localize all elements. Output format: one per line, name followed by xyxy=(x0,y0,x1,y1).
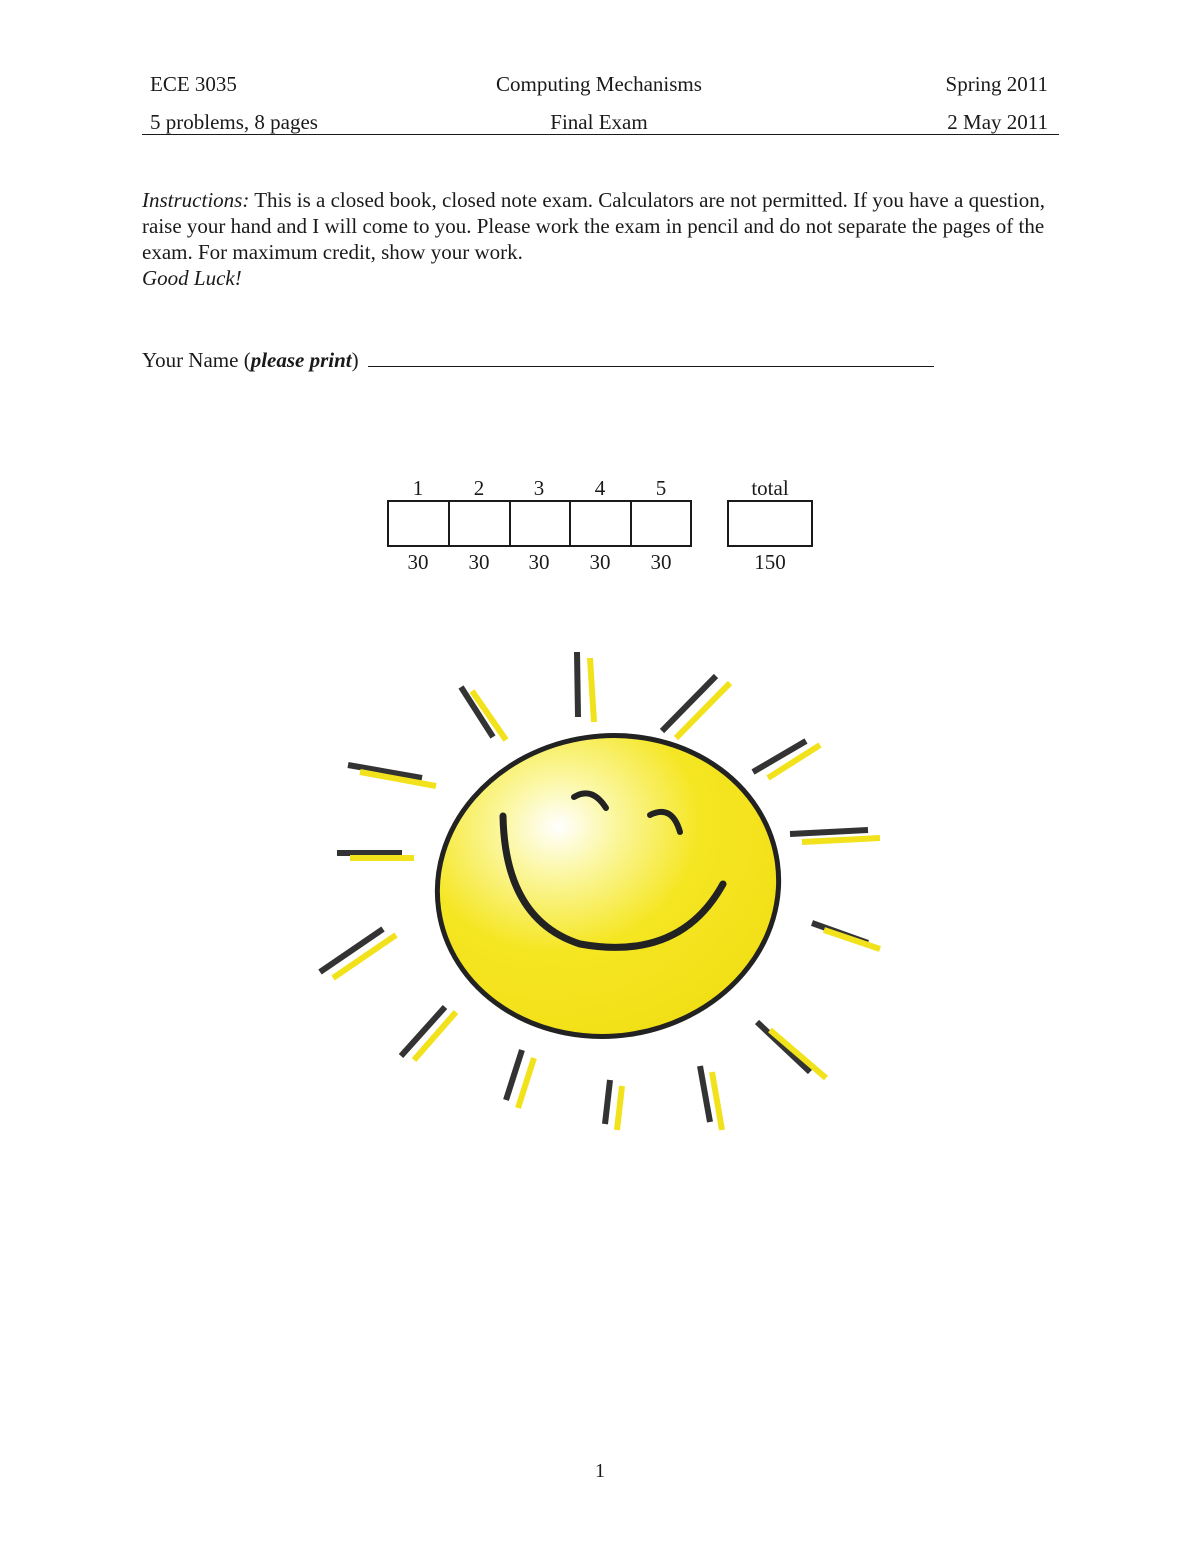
header-row-2 xyxy=(150,108,1048,136)
problem-3-score-box[interactable] xyxy=(509,500,571,547)
problem-1-max: 30 xyxy=(407,550,429,574)
problem-2-score-box[interactable] xyxy=(448,500,511,547)
instructions-body: This is a closed book, closed note exam. Calculators are not permitted. If you have a question, raise your hand and I will come to you. Please work the exam in pencil and do not separate the pages of the exam. For maximum credit, show your work. xyxy=(142,188,1045,264)
sun-ray xyxy=(577,652,594,722)
problem-4-score-box[interactable] xyxy=(569,500,632,547)
course-code: ECE 3035 xyxy=(150,72,237,96)
sun-face xyxy=(418,714,798,1059)
problem-1-header: 1 xyxy=(412,476,424,500)
course-title: Computing Mechanisms xyxy=(496,72,702,96)
problem-4-header: 4 xyxy=(594,476,606,500)
name-label-prefix: Your Name ( xyxy=(142,348,251,372)
term: Spring 2011 xyxy=(945,72,1048,96)
name-blank-line[interactable] xyxy=(368,344,934,367)
sun-ray xyxy=(757,1022,826,1078)
sun-ray xyxy=(605,1080,622,1130)
problems-pages: 5 problems, 8 pages xyxy=(150,110,318,134)
name-label-suffix: ) xyxy=(351,348,359,372)
total-score-box[interactable] xyxy=(727,500,813,547)
instructions-label: Instructions: xyxy=(142,188,250,212)
header-rule xyxy=(142,134,1059,135)
problem-5-max: 30 xyxy=(650,550,672,574)
problem-3-max: 30 xyxy=(528,550,550,574)
sun-ray xyxy=(790,830,880,842)
instructions xyxy=(142,187,1062,291)
total-header: total xyxy=(751,476,789,500)
problem-1-score-box[interactable] xyxy=(387,500,450,547)
sun-ray xyxy=(662,676,730,738)
exam-date: 2 May 2011 xyxy=(947,110,1048,134)
name-label-emphasis: please print xyxy=(250,348,352,372)
page-number: 1 xyxy=(595,1460,605,1482)
smiling-sun-icon xyxy=(300,640,900,1140)
problem-2-header: 2 xyxy=(473,476,485,500)
sun-ray xyxy=(337,853,414,858)
good-luck: Good Luck! xyxy=(142,266,242,290)
sun-ray xyxy=(320,929,396,978)
header-row-1 xyxy=(150,70,1048,98)
exam-type: Final Exam xyxy=(550,110,648,134)
total-max: 150 xyxy=(754,550,786,574)
sun-ray xyxy=(700,1066,722,1130)
sun-ray xyxy=(506,1050,534,1108)
problem-2-max: 30 xyxy=(468,550,490,574)
problem-3-header: 3 xyxy=(533,476,545,500)
problem-5-score-box[interactable] xyxy=(630,500,692,547)
sun-ray xyxy=(401,1007,456,1060)
sun-ray xyxy=(348,765,436,786)
sun-ray xyxy=(753,741,820,778)
sun-ray xyxy=(812,923,880,949)
sun-ray xyxy=(461,687,506,740)
name-field xyxy=(142,344,934,374)
problem-4-max: 30 xyxy=(589,550,611,574)
problem-5-header: 5 xyxy=(655,476,667,500)
